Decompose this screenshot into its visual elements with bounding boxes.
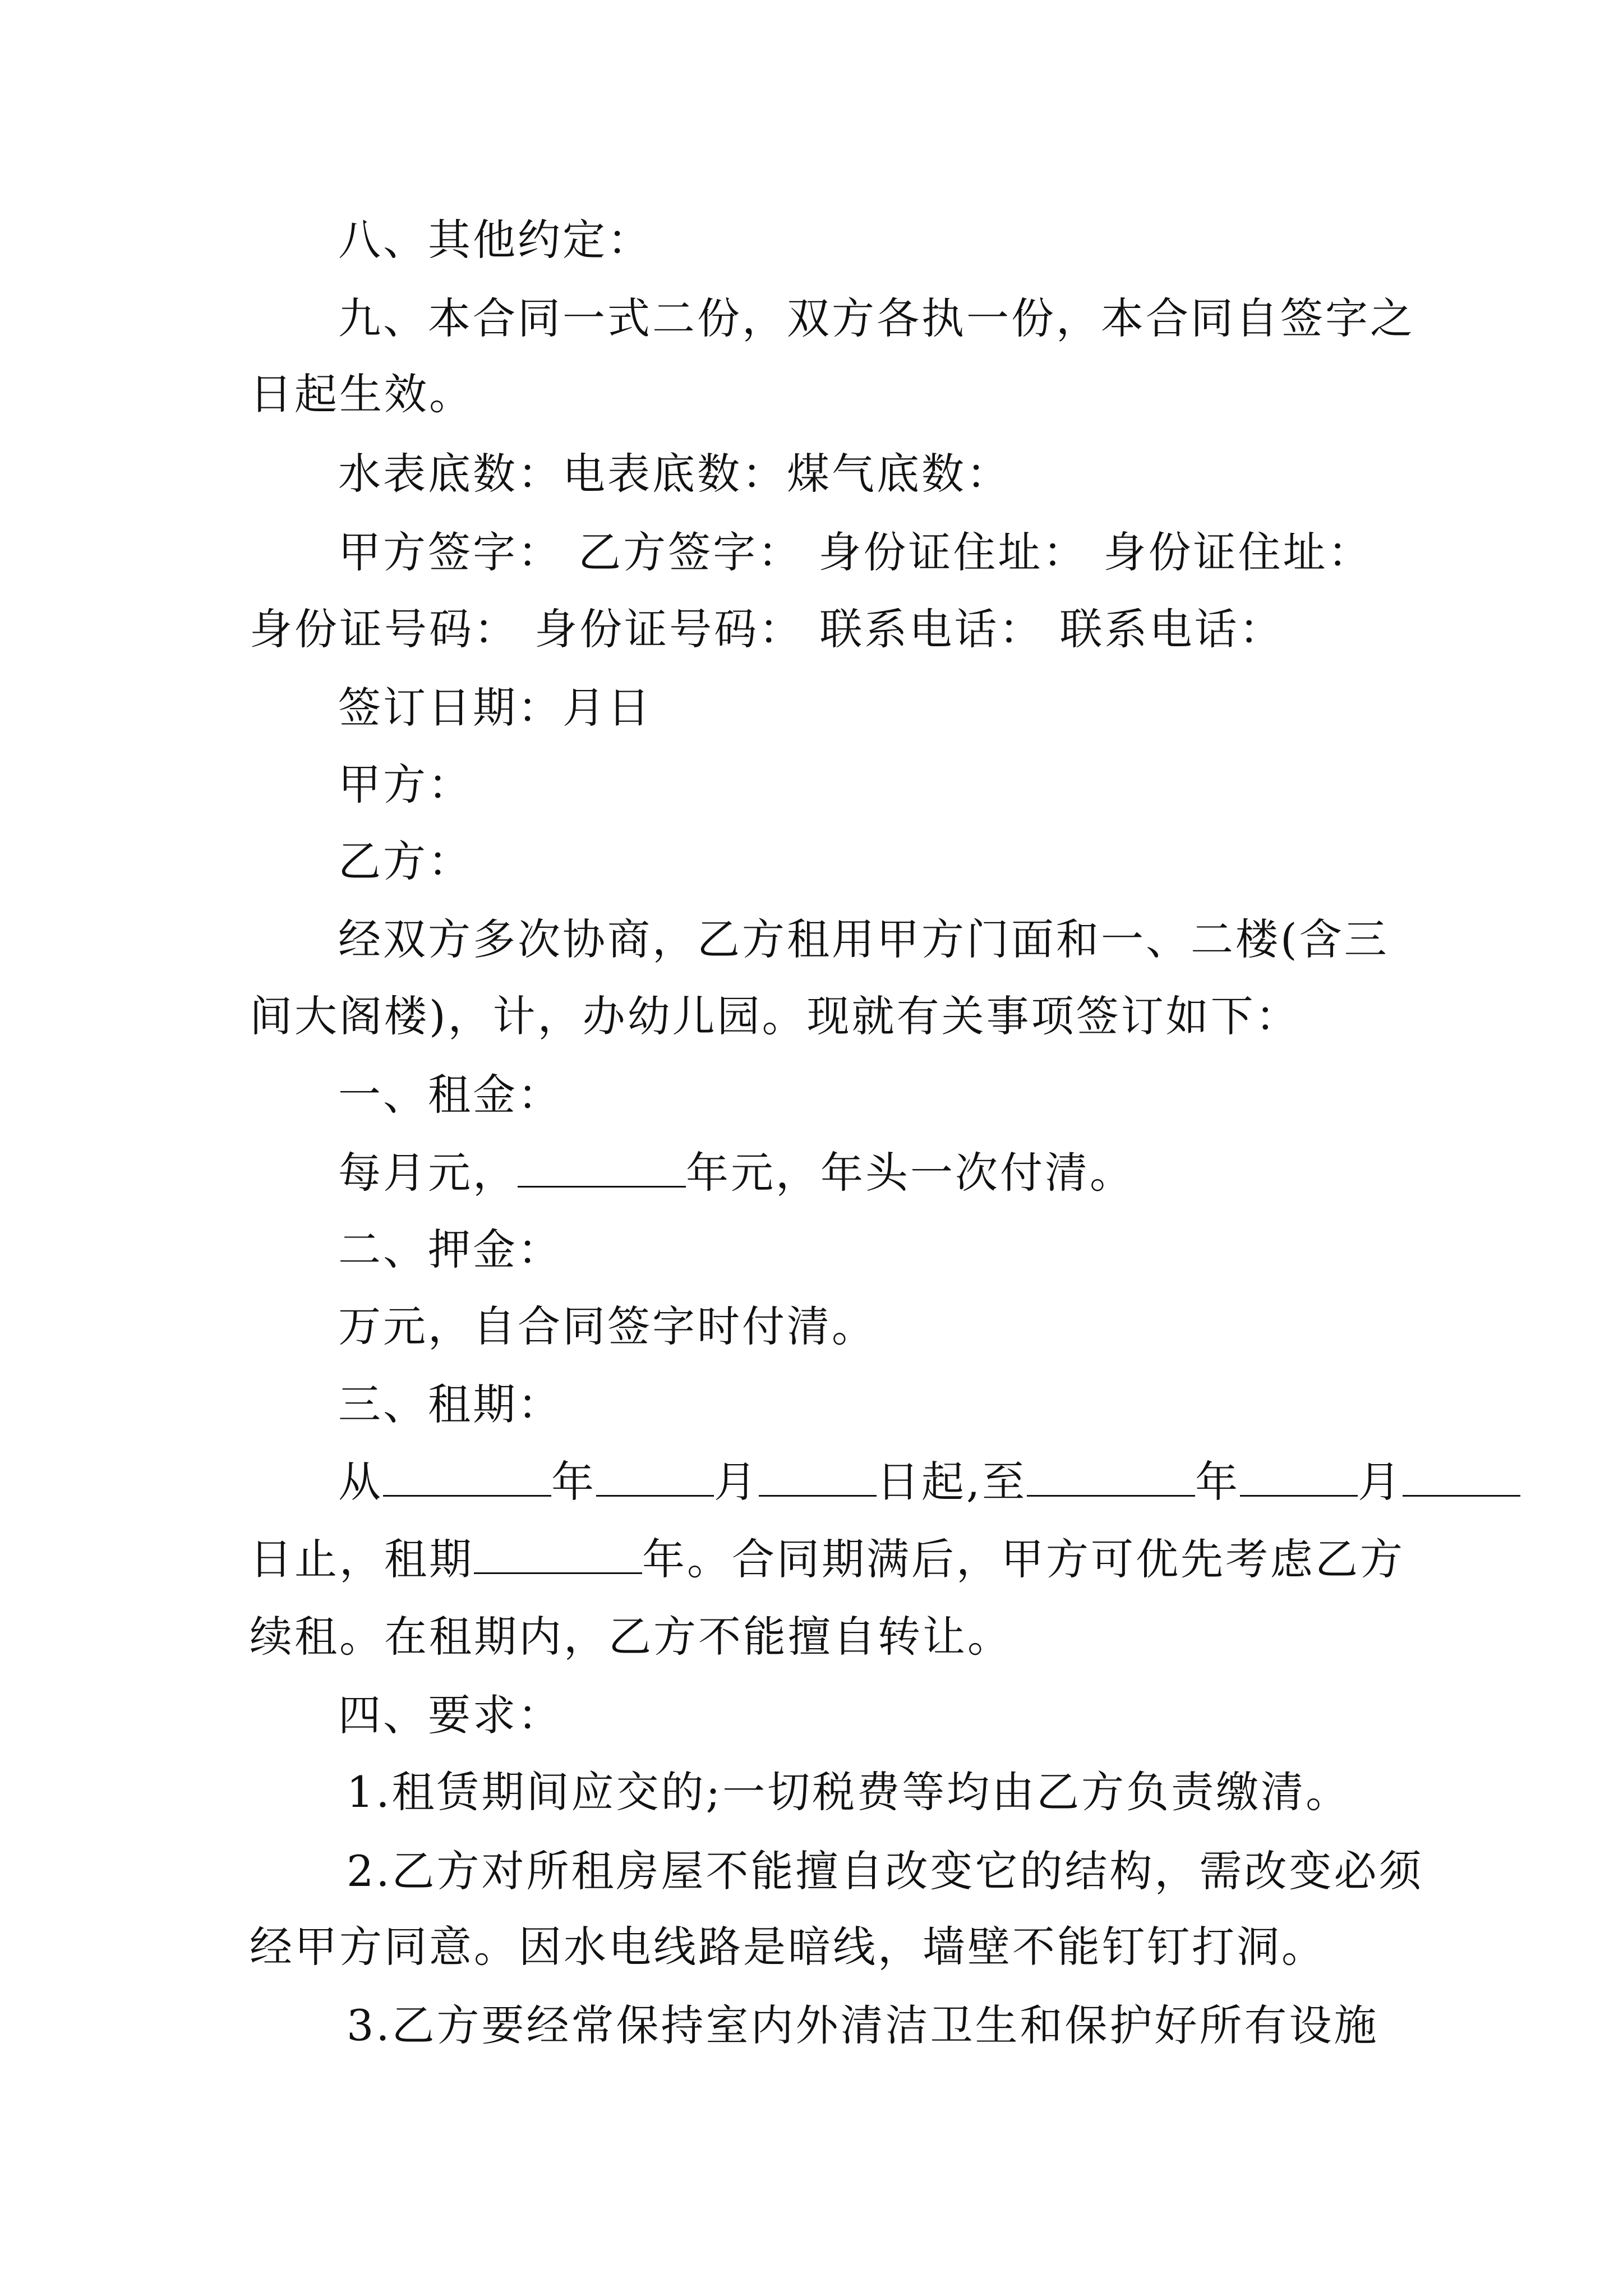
term-years-blank: [474, 1536, 642, 1574]
end-year-blank: [1027, 1459, 1195, 1497]
section-1-rent-heading: 一、租金：: [338, 1070, 562, 1120]
preamble-line-2: 间大阁楼)，计，办幼儿园。现就有关事项签订如下：: [250, 991, 1301, 1041]
term-end: 日止，租期: [250, 1534, 474, 1584]
term-from: 从: [338, 1457, 383, 1507]
rent-terms: [338, 1139, 1382, 1207]
term-no-sublet: 续租。在租期内，乙方不能擅自转让。: [250, 1612, 1012, 1662]
clause-8-other-agreements: 八、其他约定：: [338, 215, 652, 265]
term-year-1: 年: [551, 1457, 596, 1507]
end-month-blank: [1240, 1459, 1358, 1497]
section-2-deposit-heading: 二、押金：: [338, 1225, 562, 1274]
deposit-terms: 万元，自合同签字时付清。: [338, 1301, 877, 1351]
start-year-blank: [383, 1459, 551, 1497]
start-day-blank: [759, 1459, 877, 1497]
meter-readings: 水表底数：电表底数：煤气底数：: [338, 449, 1011, 499]
term-day-to: 日起,至: [877, 1457, 1027, 1507]
signature-row-2: 身份证号码： 身份证号码： 联系电话： 联系电话：: [250, 604, 1284, 654]
party-b-label: 乙方：: [338, 836, 473, 886]
requirement-2-line-2: 经甲方同意。因水电线路是暗线，墙壁不能钉钉打洞。: [250, 1922, 1326, 1972]
term-length-line: [250, 1526, 1405, 1593]
signature-row-1: 甲方签字： 乙方签字： 身份证住址： 身份证住址：: [338, 527, 1373, 577]
requirement-2-line-1: 2.乙方对所租房屋不能擅自改变它的结构，需改变必须: [347, 1846, 1424, 1896]
term-month-2: 月: [1358, 1457, 1403, 1507]
section-4-requirements-heading: 四、要求：: [338, 1690, 562, 1740]
term-dates-line: [338, 1448, 1403, 1516]
requirement-3-line-1: 3.乙方要经常保持室内外清洁卫生和保护好所有设施: [347, 2000, 1379, 2050]
term-month-1: 月: [714, 1457, 759, 1507]
clause-9-line-2: 日起生效。: [250, 369, 474, 419]
party-a-label: 甲方：: [338, 760, 473, 809]
signing-date: 签订日期：月日: [338, 683, 652, 733]
rent-prefix: 每月元，: [338, 1148, 518, 1198]
start-month-blank: [596, 1459, 714, 1497]
preamble-line-1: 经双方多次协商，乙方租用甲方门面和一、二楼(含三: [338, 914, 1389, 964]
section-3-term-heading: 三、租期：: [338, 1379, 562, 1429]
term-renewal: 年。合同期满后，甲方可优先考虑乙方: [642, 1534, 1405, 1584]
rent-blank: [518, 1150, 686, 1188]
requirement-1: 1.租赁期间应交的;一切税费等均由乙方负责缴清。: [347, 1767, 1351, 1817]
clause-9-line-1: 九、本合同一式二份，双方各执一份，本合同自签字之: [338, 293, 1415, 343]
end-day-blank: [1403, 1459, 1520, 1497]
term-year-2: 年: [1195, 1457, 1241, 1507]
rent-suffix: 年元，年头一次付清。: [686, 1148, 1135, 1198]
